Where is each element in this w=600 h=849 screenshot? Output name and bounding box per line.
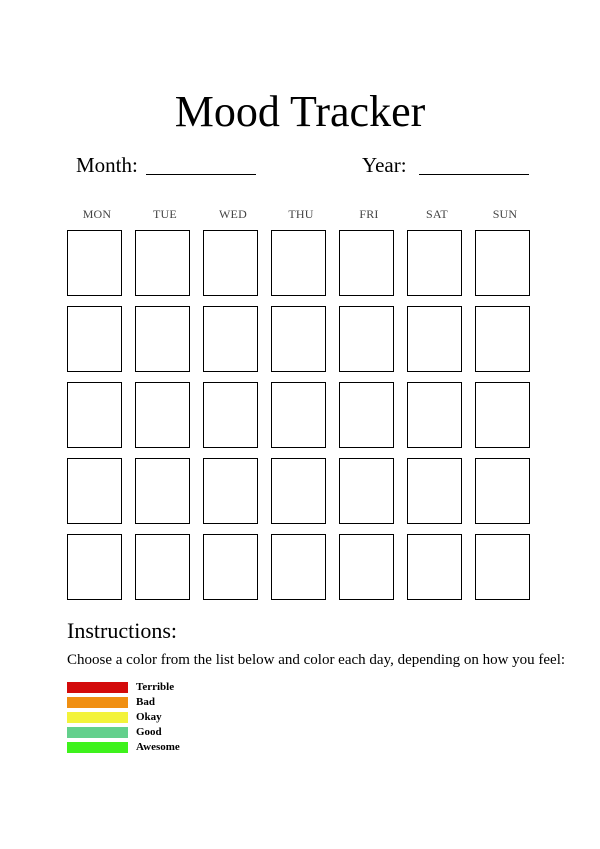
calendar-day-cell[interactable]: [475, 534, 530, 600]
calendar-day-cell[interactable]: [475, 382, 530, 448]
day-label-sun: SUN: [492, 207, 518, 221]
calendar-day-cell[interactable]: [135, 458, 190, 524]
day-label-thu: THU: [288, 207, 314, 221]
calendar-day-cell[interactable]: [339, 458, 394, 524]
calendar-day-cell[interactable]: [271, 534, 326, 600]
legend-label: Okay: [136, 711, 162, 723]
calendar-day-cell[interactable]: [67, 306, 122, 372]
legend-item-okay: [67, 711, 267, 725]
calendar-day-cell[interactable]: [339, 534, 394, 600]
calendar-day-cell[interactable]: [203, 458, 258, 524]
legend-item-awesome: [67, 741, 267, 755]
calendar-day-cell[interactable]: [271, 382, 326, 448]
day-label-wed: WED: [219, 207, 247, 221]
calendar-day-cell[interactable]: [407, 230, 462, 296]
calendar-day-cell[interactable]: [407, 306, 462, 372]
legend-label: Bad: [136, 696, 155, 708]
month-label: Month:: [76, 153, 138, 177]
calendar-day-cell[interactable]: [475, 230, 530, 296]
calendar-day-cell[interactable]: [135, 230, 190, 296]
calendar-day-cell[interactable]: [203, 382, 258, 448]
calendar-day-cell[interactable]: [135, 382, 190, 448]
calendar-day-cell[interactable]: [339, 230, 394, 296]
calendar-day-cell[interactable]: [339, 306, 394, 372]
calendar-day-cell[interactable]: [339, 382, 394, 448]
calendar-day-cell[interactable]: [67, 534, 122, 600]
calendar-day-cell[interactable]: [135, 306, 190, 372]
legend-label: Awesome: [136, 741, 180, 753]
calendar-day-cell[interactable]: [203, 230, 258, 296]
calendar-day-cell[interactable]: [407, 458, 462, 524]
calendar-day-cell[interactable]: [203, 534, 258, 600]
calendar-day-cell[interactable]: [475, 306, 530, 372]
calendar-day-cell[interactable]: [67, 382, 122, 448]
legend-label: Good: [136, 726, 162, 738]
calendar-day-cell[interactable]: [271, 458, 326, 524]
legend-item-terrible: [67, 681, 267, 695]
day-label-tue: TUE: [153, 207, 177, 221]
calendar-day-cell[interactable]: [407, 382, 462, 448]
legend-item-bad: [67, 696, 267, 710]
day-label-sat: SAT: [426, 207, 448, 221]
instructions-heading: Instructions:: [67, 618, 177, 643]
day-label-mon: MON: [82, 207, 112, 221]
calendar-day-cell[interactable]: [135, 534, 190, 600]
color-swatch: [67, 727, 128, 738]
calendar-day-cell[interactable]: [271, 306, 326, 372]
calendar-day-cell[interactable]: [475, 458, 530, 524]
color-swatch: [67, 712, 128, 723]
page-title: Mood Tracker: [174, 87, 426, 136]
color-swatch: [67, 697, 128, 708]
calendar-day-cell[interactable]: [67, 230, 122, 296]
calendar-day-cell[interactable]: [271, 230, 326, 296]
color-swatch: [67, 682, 128, 693]
legend-label: Terrible: [136, 681, 175, 693]
color-swatch: [67, 742, 128, 753]
calendar-day-cell[interactable]: [67, 458, 122, 524]
calendar-day-cell[interactable]: [407, 534, 462, 600]
year-label: Year:: [362, 153, 407, 177]
day-label-fri: FRI: [359, 207, 379, 221]
calendar-day-cell[interactable]: [203, 306, 258, 372]
legend-item-good: [67, 726, 267, 740]
instructions-text: Choose a color from the list below and color each day, depending on how you feel:: [67, 652, 566, 668]
